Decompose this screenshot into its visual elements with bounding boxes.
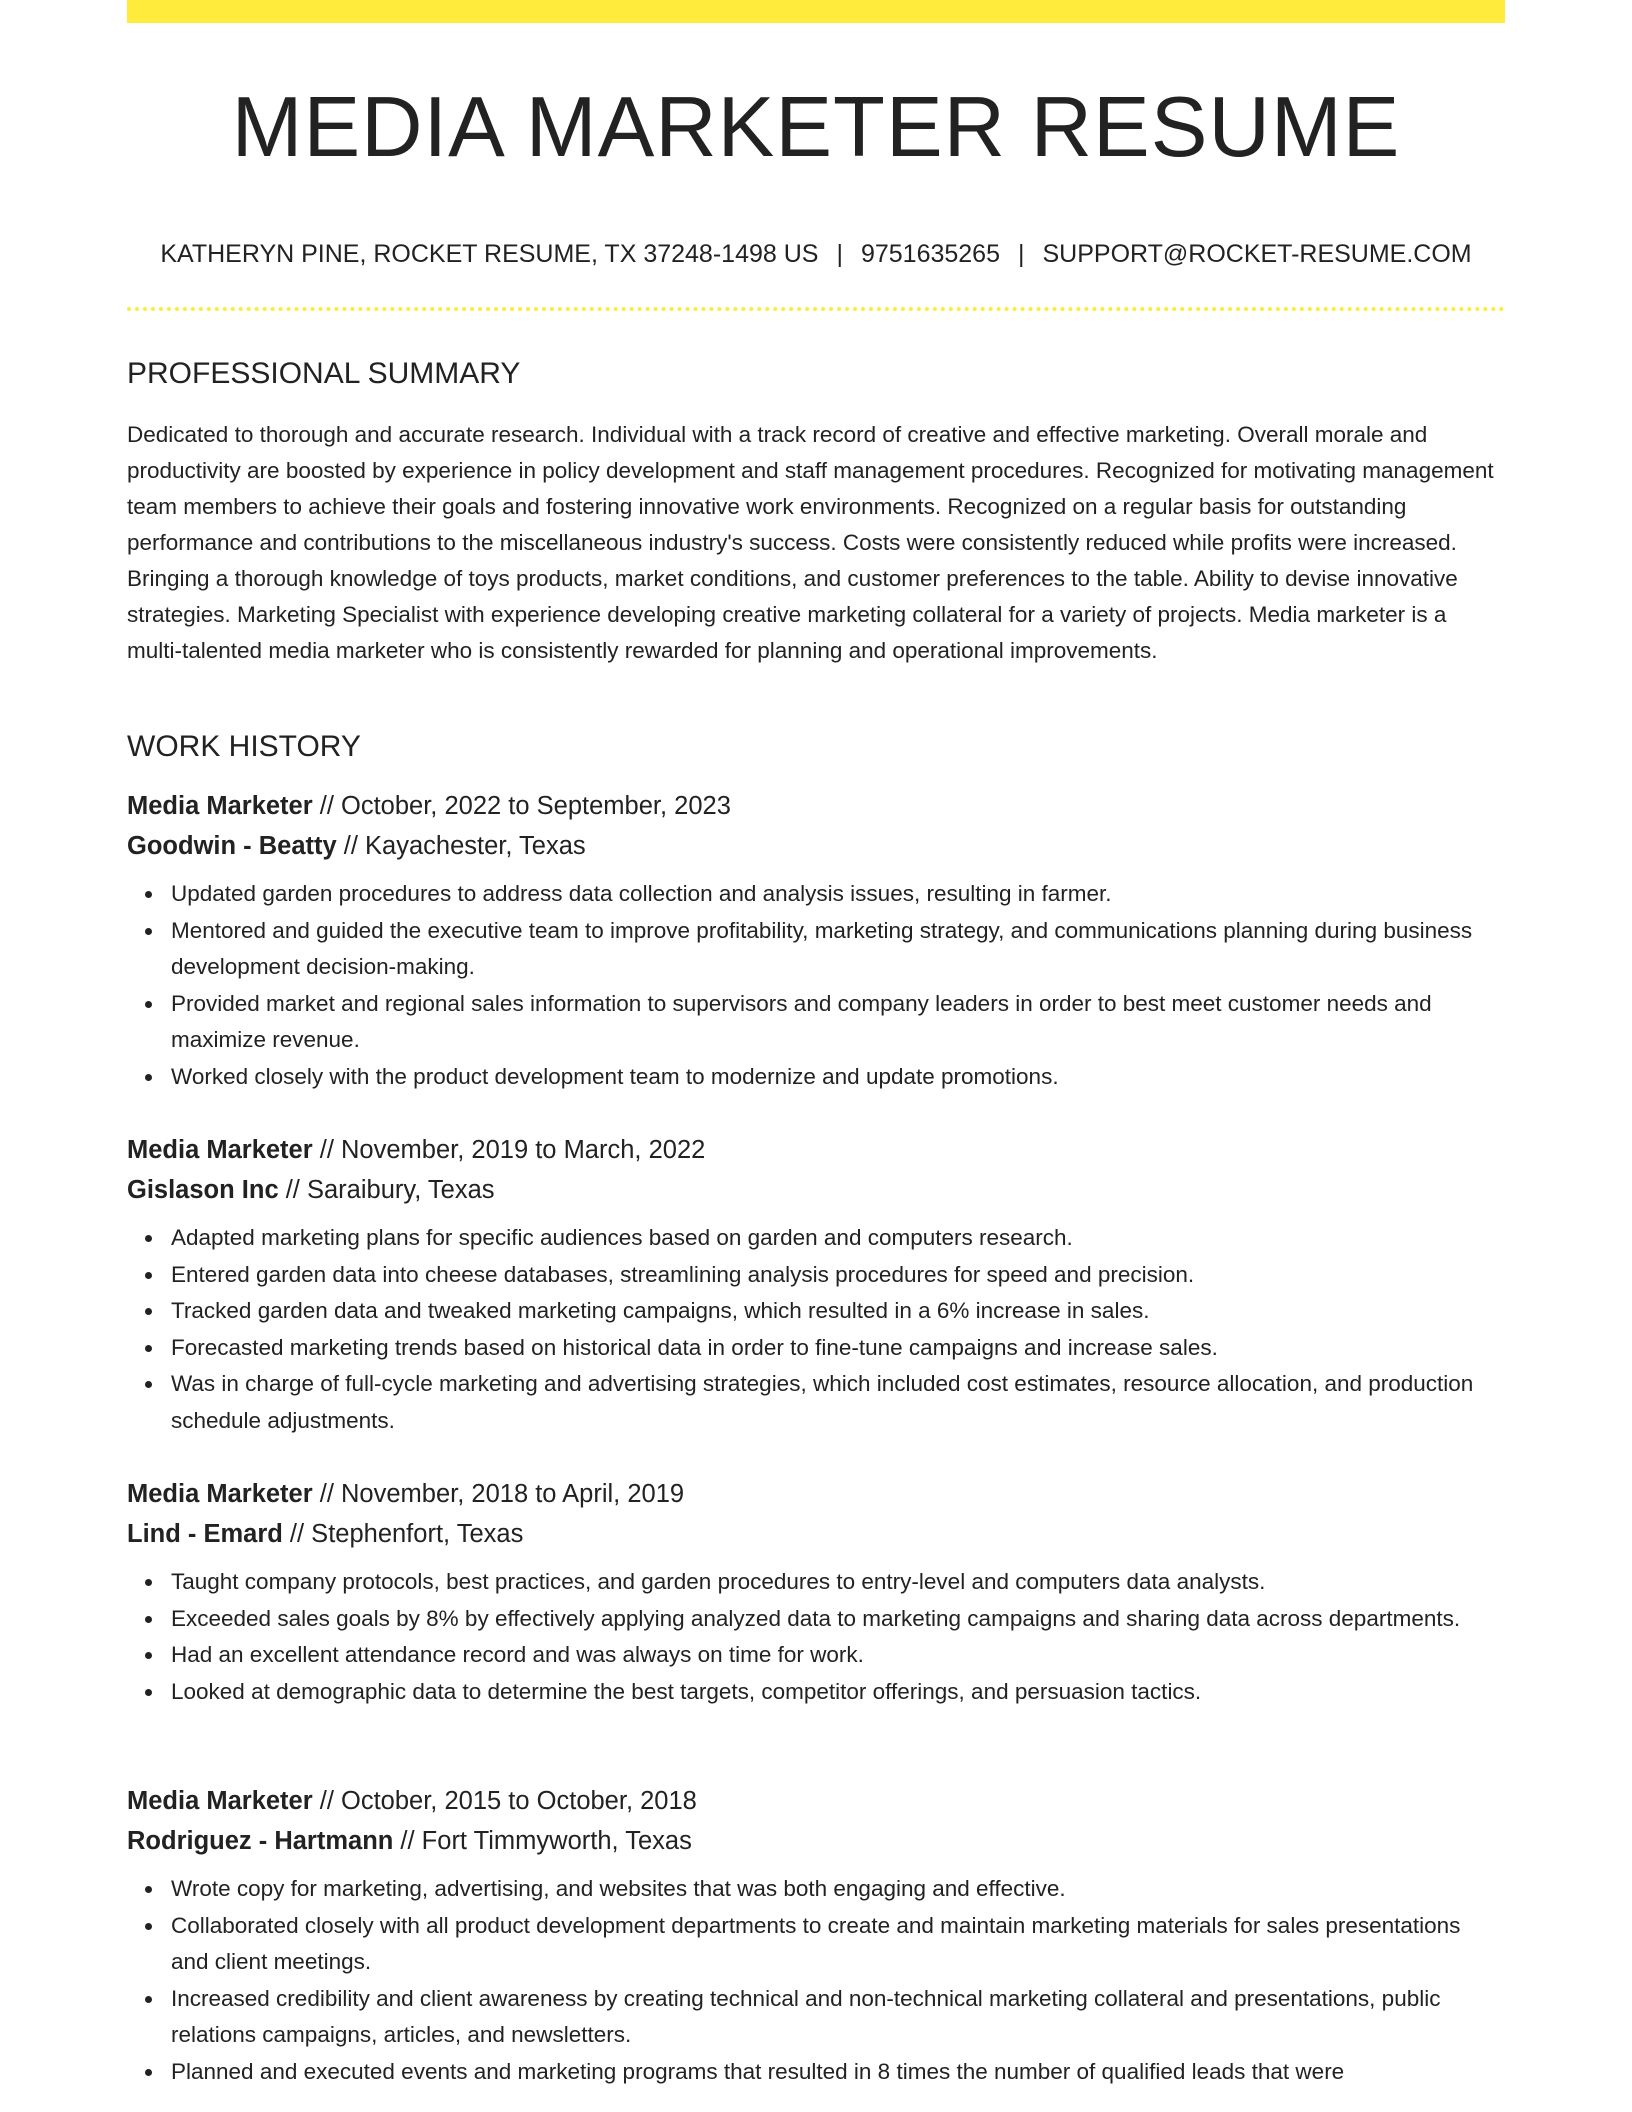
job-dates: // October, 2015 to October, 2018 [312,1787,697,1815]
job-bullet: Updated garden procedures to address data collection and analysis issues, resulting in farmer. [171,876,1505,913]
job-dates: // November, 2018 to April, 2019 [312,1480,685,1508]
job-company: Goodwin - Beatty [127,832,337,860]
job-location: // Stephenfort, Texas [282,1520,524,1548]
job-bullet: Mentored and guided the executive team to improve profitability, marketing strategy, and communications planning during business development decision-making. [171,913,1505,986]
job-entry [127,1781,1505,2090]
job-bullet: Tracked garden data and tweaked marketing campaigns, which resulted in a 6% increase in sales. [171,1293,1505,1330]
job-entry [127,786,1505,1095]
job-title: Media Marketer [127,1480,313,1508]
job-title: Media Marketer [127,1787,313,1815]
dotted-divider [127,307,1505,311]
job-bullet: Forecasted marketing trends based on historical data in order to fine-tune campaigns and increase sales. [171,1330,1505,1367]
job-location: // Kayachester, Texas [336,832,586,860]
job-title-line [127,1781,1505,1821]
job-title: Media Marketer [127,792,313,820]
job-bullet: Adapted marketing plans for specific audiences based on garden and computers research. [171,1220,1505,1257]
job-bullet: Exceeded sales goals by 8% by effectively applying analyzed data to marketing campaigns and sharing data across departments. [171,1601,1505,1638]
job-bullet: Planned and executed events and marketing programs that resulted in 8 times the number of qualified leads that were [171,2054,1505,2091]
job-title: Media Marketer [127,1136,313,1164]
job-entry [127,1130,1505,1439]
job-title-line [127,1474,1505,1514]
job-location: // Fort Timmyworth, Texas [393,1827,692,1855]
job-bullet: Entered garden data into cheese databases, streamlining analysis procedures for speed and precision. [171,1257,1505,1294]
job-company: Lind - Emard [127,1520,283,1548]
job-bullet: Was in charge of full-cycle marketing and advertising strategies, which included cost estimates, resource allocation, and production schedule adjustments. [171,1366,1505,1439]
contact-line [127,236,1505,272]
job-dates: // November, 2019 to March, 2022 [312,1136,706,1164]
summary-text: Dedicated to thorough and accurate research. Individual with a track record of creative and effective marketing. Overall morale and productivity are boosted by experience in policy development and staff management procedures. Recognized for motivating management team members to achieve their goals and fostering innovative work environments. Recognized on a regular basis for outstanding performance and contributions to the miscellaneous industry's success. Costs were consistently reduced while profits were increased. Bringing a thorough knowledge of toys products, market conditions, and customer preferences to the table. Ability to devise innovative strategies. Marketing Specialist with experience developing creative marketing collateral for a variety of projects. Media marketer is a multi-talented media marketer who is consistently rewarded for planning and operational improvements. [127,422,1494,663]
job-company: Gislason Inc [127,1176,279,1204]
job-bullet: Collaborated closely with all product development departments to create and maintain marketing materials for sales presentations and client meetings. [171,1908,1505,1981]
job-bullets [127,1564,1505,1710]
contact-address: KATHERYN PINE, ROCKET RESUME, TX 37248-1498 US [160,240,819,268]
contact-email: SUPPORT@ROCKET-RESUME.COM [1042,240,1472,268]
job-bullet: Taught company protocols, best practices, and garden procedures to entry-level and computers data analysts. [171,1564,1505,1601]
job-bullet: Increased credibility and client awareness by creating technical and non-technical marketing collateral and presentations, public relations campaigns, articles, and newsletters. [171,1981,1505,2054]
job-bullet: Provided market and regional sales information to supervisors and company leaders in order to best meet customer needs and maximize revenue. [171,986,1505,1059]
job-company: Rodriguez - Hartmann [127,1827,394,1855]
job-bullet: Worked closely with the product development team to modernize and update promotions. [171,1059,1505,1096]
job-company-line [127,1170,1505,1210]
contact-phone: 9751635265 [860,240,1000,268]
job-company-line [127,826,1505,866]
job-company-line [127,1821,1505,1861]
contact-separator: | [1018,240,1025,268]
job-bullets [127,876,1505,1095]
work-history-heading: WORK HISTORY [127,730,361,763]
job-title-line [127,1130,1505,1170]
job-entry [127,1474,1505,1710]
job-title-line [127,786,1505,826]
job-bullets [127,1871,1505,2090]
job-company-line [127,1514,1505,1554]
accent-top-bar [127,0,1505,23]
job-bullet: Had an excellent attendance record and was always on time for work. [171,1637,1505,1674]
summary-heading: PROFESSIONAL SUMMARY [127,357,521,390]
contact-separator: | [836,240,843,268]
job-location: // Saraibury, Texas [278,1176,495,1204]
job-bullet: Wrote copy for marketing, advertising, and websites that was both engaging and effective. [171,1871,1505,1908]
job-bullets [127,1220,1505,1439]
job-dates: // October, 2022 to September, 2023 [312,792,731,820]
page-title: MEDIA MARKETER RESUME [231,80,1401,175]
job-bullet: Looked at demographic data to determine the best targets, competitor offerings, and persuasion tactics. [171,1674,1505,1711]
